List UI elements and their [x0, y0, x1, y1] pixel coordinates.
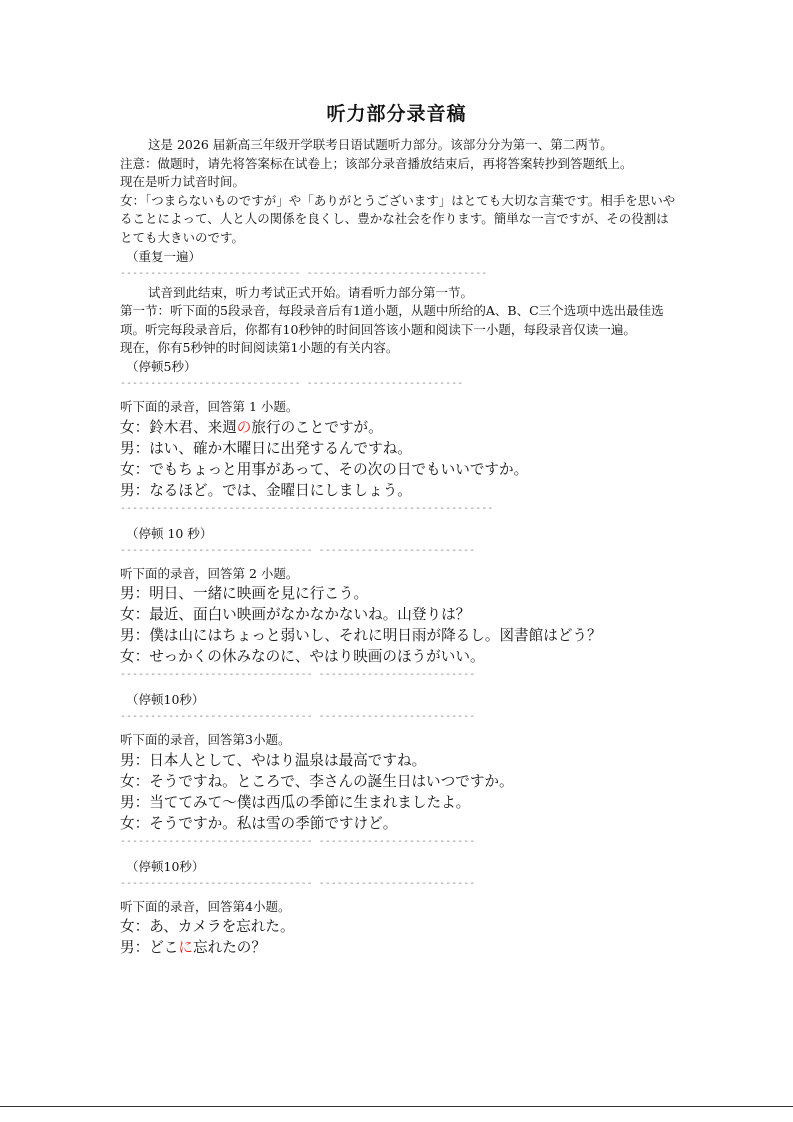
test-time-note: 现在是听力试音时间。 [120, 174, 246, 190]
separator: ------------------------------ -------------------------- [120, 377, 464, 389]
separator: ------------------------------ ------------------------------ [120, 267, 488, 279]
test-audio-text: 女：「つまらないものですが」や「ありがとうございます」はとても大切な言葉です。相手を思いやることによって、人と人の関係を良くし、豊かな社会を作ります。簡単な一言ですが、その役割はとても大きいのです。 [120, 192, 676, 245]
question-heading: 听下面的录音，回答第4小题。 [120, 898, 291, 914]
question-heading: 听下面的录音，回答第3小题。 [120, 732, 291, 748]
highlighted-text: の [236, 418, 252, 436]
page-title: 听力部分录音稿 [326, 103, 467, 125]
separator: -------------------------------- -------------------------- [120, 711, 476, 723]
dialogue-line: 女：せっかくの休みなのに、やはり映画のほうがいい。 [120, 648, 485, 666]
dialogue-line: 女：でもちょっと用事があって、その次の日でもいいですか。 [120, 460, 529, 478]
dialogue-line: 女：最近、面白い映画がなかなかないね。山登りは？ [120, 606, 471, 624]
dialogue-line: 男：僕は山にはちょっと弱いし、それに明日雨が降るし。図書館はどう？ [120, 627, 602, 645]
question-heading: 听下面的录音，回答第 2 小题。 [120, 565, 299, 581]
dialogue-line: 男：日本人として、やはり温泉は最高ですね。 [120, 751, 427, 769]
highlighted-text: に [178, 939, 193, 957]
question-heading: 听下面的录音，回答第 1 小题。 [120, 398, 299, 414]
section1-instructions: 第一节：听下面的5段录音，每段录音后有1道小题，从题中所给的A、B、C三个选项中选出最佳选项。听完每段录音后，你都有10秒钟的时间回答该小题和阅读下一小题，每段录音仅读一遍。 [120, 303, 664, 337]
dialogue-line: 男：明日、一緒に映画を見に行こう。 [120, 585, 369, 603]
pause-note: （停顿 10 秒） [126, 525, 213, 541]
separator: -------------------------------- -------------------------- [120, 835, 476, 847]
separator: -------------------------------- -------------------------- [120, 877, 476, 889]
dialogue-line: 男：なるほど。では、金曜日にしましょう。 [120, 481, 412, 499]
dialogue-line: 男：当ててみて～僕は西瓜の季節に生まれましたよ。 [120, 793, 471, 811]
dialogue-line: 女：鈴木君、来週の旅行のことですが。 [120, 418, 383, 436]
dialogue-line: 女：そうですね。ところで、李さんの誕生日はいつですか。 [120, 772, 514, 790]
pause-note: （停顿5秒） [126, 358, 197, 374]
separator: -------------------------------- -------------------------- [120, 544, 476, 556]
repeat-note: （重复一遍） [126, 248, 202, 264]
dialogue-line: 男：どこに忘れたの？ [120, 939, 266, 957]
intro-note: 注意：做题时，请先将答案标在试卷上；该部分录音播放结束后，再将答案转抄到答题纸上。 [120, 155, 633, 171]
intro-paragraph: 这是 2026 届新高三年级开学联考日语试题听力部分。该部分分为第一、第二两节。 [148, 137, 613, 152]
dialogue-line: 男：はい、確か木曜日に出発するんですね。 [120, 439, 412, 457]
separator: -------------------------------------------------------------- [120, 502, 494, 514]
dialogue-line: 女：そうですか。私は雪の季節ですけど。 [120, 814, 398, 832]
page-bottom-rule [0, 1106, 793, 1107]
section-start: 试音到此结束，听力考试正式开始。请看听力部分第一节。 [148, 284, 474, 300]
read-time-note: 现在，你有5秒钟的时间阅读第1小题的有关内容。 [120, 340, 399, 356]
separator: -------------------------------- -------------------------- [120, 669, 476, 681]
document-body [120, 136, 676, 958]
dialogue-line: 女：あ、カメラを忘れた。 [120, 918, 295, 936]
pause-note: （停顿10秒） [126, 858, 205, 874]
pause-note: （停顿10秒） [126, 692, 205, 708]
